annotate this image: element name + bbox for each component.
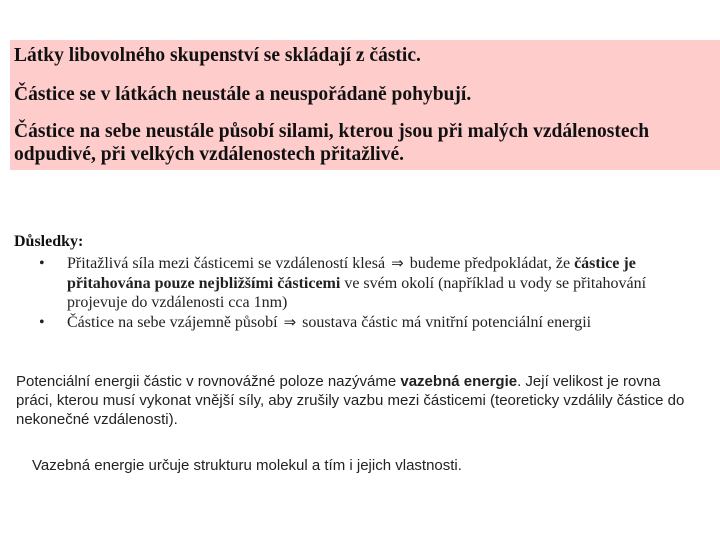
implies-arrow-icon: ⇒ [391,254,404,272]
highlight-box [10,40,720,170]
item1-text-a: Přitažlivá síla mezi částicemi se vzdáleností klesá [67,255,386,272]
item2-text-a: Částice na sebe vzájemně působí [67,313,278,331]
list-item [14,254,704,313]
binding-energy-paragraph [16,372,701,429]
consequences-title: Důsledky: [14,233,84,250]
list-item [14,313,704,333]
statement-1: Látky libovolného skupenství se skládají z částic. [14,45,421,66]
consequences-section [14,232,704,332]
statement-3: Částice na sebe neustále působí silami, kterou jsou při malých vzdálenostech odpudivé, při velkých vzdálenostech přitažlivé. [14,121,650,165]
para1-bold-term: vazebná energie [400,373,518,390]
bullet-icon: • [39,255,45,272]
para1-text-a: Potenciální energii částic v rovnovážné poloze nazýváme [16,373,401,390]
statement-2: Částice se v látkách neustále a neuspořádaně pohybují. [14,84,472,105]
implies-arrow-icon: ⇒ [283,312,297,331]
conclusion-paragraph: Vazebná energie určuje strukturu molekul a tím i jejich vlastnosti. [32,457,462,474]
item1-text-b: budeme předpokládat, že [409,255,575,272]
bullet-icon: • [39,313,45,331]
item2-text-b: soustava částic má vnitřní potenciální energii [302,313,592,331]
item1-bold-text: částice je přitahována pouze nejbližšími částicemi [67,255,636,292]
para1-text-b: . Její velikost je rovna práci, kterou musí vykonat vnější síly, aby zrušily vazbu mezi částicemi (teoreticky vzdálily částice do nekonečné vzdálenosti). [16,373,685,428]
item1-text-c: ve svém okolí (například u vody se přitahování projevuje do vzdálenosti cca 1nm) [67,274,647,311]
consequences-list [14,254,704,332]
